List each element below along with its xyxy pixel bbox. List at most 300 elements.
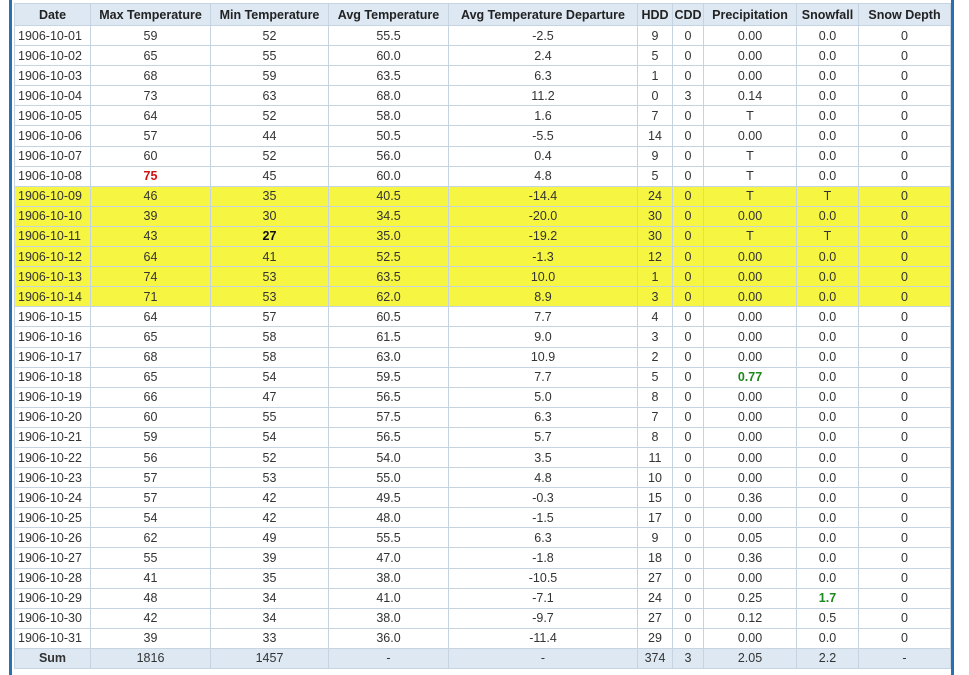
cell-max-temp: 68	[91, 347, 211, 367]
cell-date: 1906-10-31	[15, 628, 91, 648]
sum-cell-date: Sum	[15, 648, 91, 668]
cell-precipitation: T	[704, 186, 797, 206]
cell-precipitation: 0.77	[704, 367, 797, 387]
cell-min-temp: 30	[211, 206, 329, 226]
table-row	[15, 628, 951, 648]
cell-snow-depth: 0	[859, 66, 951, 86]
cell-snowfall: 0.0	[797, 126, 859, 146]
cell-min-temp: 54	[211, 427, 329, 447]
cell-max-temp: 68	[91, 66, 211, 86]
cell-precipitation: 0.00	[704, 46, 797, 66]
cell-avg-temp: 63.5	[329, 267, 449, 287]
cell-hdd: 5	[638, 367, 673, 387]
cell-date: 1906-10-30	[15, 608, 91, 628]
cell-min-temp: 45	[211, 166, 329, 186]
table-row	[15, 427, 951, 447]
cell-cdd: 0	[673, 407, 704, 427]
table-row	[15, 206, 951, 226]
sum-row	[15, 648, 951, 668]
cell-snowfall: 0.0	[797, 387, 859, 407]
cell-snowfall: 0.0	[797, 26, 859, 46]
cell-precipitation: 0.00	[704, 568, 797, 588]
cell-hdd: 17	[638, 508, 673, 528]
cell-snow-depth: 0	[859, 247, 951, 267]
col-header-min-temp[interactable]: Min Temperature	[211, 4, 329, 26]
cell-snowfall: 0.0	[797, 488, 859, 508]
sum-cell-snow-depth: -	[859, 648, 951, 668]
cell-hdd: 9	[638, 146, 673, 166]
cell-hdd: 9	[638, 26, 673, 46]
cell-precipitation: 0.12	[704, 608, 797, 628]
sum-cell-min-temp: 1457	[211, 648, 329, 668]
cell-date: 1906-10-23	[15, 468, 91, 488]
table-row	[15, 327, 951, 347]
cell-cdd: 0	[673, 226, 704, 246]
cell-snow-depth: 0	[859, 427, 951, 447]
cell-snow-depth: 0	[859, 126, 951, 146]
cell-avg-temp-departure: -1.3	[449, 247, 638, 267]
cell-avg-temp-departure: -1.5	[449, 508, 638, 528]
cell-cdd: 0	[673, 588, 704, 608]
cell-precipitation: 0.14	[704, 86, 797, 106]
cell-max-temp: 56	[91, 447, 211, 467]
cell-snow-depth: 0	[859, 488, 951, 508]
cell-min-temp: 52	[211, 146, 329, 166]
cell-snow-depth: 0	[859, 166, 951, 186]
col-header-hdd[interactable]: HDD	[638, 4, 673, 26]
cell-avg-temp-departure: 3.5	[449, 447, 638, 467]
cell-min-temp: 59	[211, 66, 329, 86]
sum-cell-hdd: 374	[638, 648, 673, 668]
cell-avg-temp: 50.5	[329, 126, 449, 146]
table-row	[15, 287, 951, 307]
cell-snow-depth: 0	[859, 568, 951, 588]
cell-max-temp: 64	[91, 106, 211, 126]
cell-snowfall: 0.0	[797, 166, 859, 186]
cell-snow-depth: 0	[859, 447, 951, 467]
cell-avg-temp: 38.0	[329, 568, 449, 588]
sum-cell-precipitation: 2.05	[704, 648, 797, 668]
cell-snow-depth: 0	[859, 508, 951, 528]
cell-date: 1906-10-01	[15, 26, 91, 46]
cell-precipitation: T	[704, 146, 797, 166]
cell-hdd: 27	[638, 568, 673, 588]
cell-avg-temp: 59.5	[329, 367, 449, 387]
cell-avg-temp: 49.5	[329, 488, 449, 508]
cell-date: 1906-10-24	[15, 488, 91, 508]
cell-precipitation: 0.00	[704, 307, 797, 327]
cell-snowfall: 0.0	[797, 427, 859, 447]
cell-snow-depth: 0	[859, 267, 951, 287]
sum-cell-max-temp: 1816	[91, 648, 211, 668]
table-row	[15, 186, 951, 206]
cell-date: 1906-10-16	[15, 327, 91, 347]
cell-cdd: 0	[673, 267, 704, 287]
col-header-snowfall[interactable]: Snowfall	[797, 4, 859, 26]
cell-snow-depth: 0	[859, 347, 951, 367]
cell-hdd: 18	[638, 548, 673, 568]
cell-snowfall: 0.0	[797, 367, 859, 387]
cell-precipitation: 0.00	[704, 508, 797, 528]
cell-avg-temp: 36.0	[329, 628, 449, 648]
cell-max-temp: 57	[91, 126, 211, 146]
table-row	[15, 146, 951, 166]
cell-min-temp: 35	[211, 568, 329, 588]
cell-snow-depth: 0	[859, 186, 951, 206]
cell-snow-depth: 0	[859, 588, 951, 608]
cell-date: 1906-10-20	[15, 407, 91, 427]
cell-hdd: 3	[638, 287, 673, 307]
cell-max-temp: 48	[91, 588, 211, 608]
cell-snowfall: 1.7	[797, 588, 859, 608]
cell-max-temp: 39	[91, 206, 211, 226]
cell-date: 1906-10-06	[15, 126, 91, 146]
cell-snow-depth: 0	[859, 226, 951, 246]
cell-date: 1906-10-29	[15, 588, 91, 608]
cell-avg-temp: 54.0	[329, 447, 449, 467]
cell-precipitation: 0.00	[704, 327, 797, 347]
table-row	[15, 608, 951, 628]
cell-date: 1906-10-04	[15, 86, 91, 106]
cell-avg-temp-departure: 5.7	[449, 427, 638, 447]
cell-min-temp: 58	[211, 347, 329, 367]
cell-avg-temp-departure: 1.6	[449, 106, 638, 126]
cell-min-temp: 58	[211, 327, 329, 347]
cell-min-temp: 57	[211, 307, 329, 327]
cell-avg-temp-departure: -5.5	[449, 126, 638, 146]
table-body	[15, 26, 951, 669]
table-row	[15, 528, 951, 548]
cell-date: 1906-10-19	[15, 387, 91, 407]
cell-min-temp: 54	[211, 367, 329, 387]
cell-date: 1906-10-22	[15, 447, 91, 467]
cell-max-temp: 43	[91, 226, 211, 246]
cell-hdd: 29	[638, 628, 673, 648]
cell-snowfall: T	[797, 186, 859, 206]
cell-precipitation: 0.36	[704, 548, 797, 568]
cell-hdd: 10	[638, 468, 673, 488]
cell-avg-temp: 56.0	[329, 146, 449, 166]
cell-max-temp: 73	[91, 86, 211, 106]
col-header-date[interactable]: Date	[15, 4, 91, 26]
cell-avg-temp: 63.5	[329, 66, 449, 86]
cell-hdd: 1	[638, 66, 673, 86]
cell-avg-temp: 60.0	[329, 46, 449, 66]
table-row	[15, 347, 951, 367]
cell-cdd: 0	[673, 247, 704, 267]
cell-max-temp: 65	[91, 367, 211, 387]
cell-avg-temp: 48.0	[329, 508, 449, 528]
cell-cdd: 0	[673, 608, 704, 628]
cell-avg-temp: 55.5	[329, 26, 449, 46]
cell-precipitation: 0.00	[704, 447, 797, 467]
cell-avg-temp-departure: -2.5	[449, 26, 638, 46]
cell-snowfall: 0.0	[797, 568, 859, 588]
cell-precipitation: 0.00	[704, 26, 797, 46]
cell-snowfall: 0.0	[797, 247, 859, 267]
cell-snowfall: 0.0	[797, 528, 859, 548]
cell-hdd: 24	[638, 186, 673, 206]
cell-min-temp: 63	[211, 86, 329, 106]
cell-snow-depth: 0	[859, 468, 951, 488]
table-row	[15, 407, 951, 427]
cell-min-temp: 42	[211, 488, 329, 508]
cell-cdd: 0	[673, 347, 704, 367]
cell-max-temp: 60	[91, 146, 211, 166]
cell-snow-depth: 0	[859, 367, 951, 387]
cell-avg-temp: 40.5	[329, 186, 449, 206]
cell-avg-temp-departure: -1.8	[449, 548, 638, 568]
cell-snowfall: 0.0	[797, 66, 859, 86]
cell-avg-temp-departure: -0.3	[449, 488, 638, 508]
cell-date: 1906-10-03	[15, 66, 91, 86]
cell-min-temp: 55	[211, 407, 329, 427]
cell-avg-temp: 52.5	[329, 247, 449, 267]
cell-avg-temp-departure: -10.5	[449, 568, 638, 588]
cell-cdd: 0	[673, 146, 704, 166]
cell-cdd: 0	[673, 307, 704, 327]
cell-snowfall: 0.5	[797, 608, 859, 628]
table-row	[15, 86, 951, 106]
cell-avg-temp: 35.0	[329, 226, 449, 246]
cell-precipitation: T	[704, 226, 797, 246]
header-row	[15, 4, 951, 26]
table-row	[15, 106, 951, 126]
cell-avg-temp-departure: 6.3	[449, 528, 638, 548]
cell-max-temp: 65	[91, 46, 211, 66]
cell-hdd: 15	[638, 488, 673, 508]
cell-snow-depth: 0	[859, 387, 951, 407]
cell-snow-depth: 0	[859, 146, 951, 166]
col-header-cdd[interactable]: CDD	[673, 4, 704, 26]
cell-cdd: 0	[673, 528, 704, 548]
table-row	[15, 166, 951, 186]
cell-max-temp: 57	[91, 488, 211, 508]
cell-cdd: 0	[673, 166, 704, 186]
cell-max-temp: 65	[91, 327, 211, 347]
cell-max-temp: 64	[91, 307, 211, 327]
cell-max-temp: 75	[91, 166, 211, 186]
cell-min-temp: 39	[211, 548, 329, 568]
cell-avg-temp: 58.0	[329, 106, 449, 126]
cell-date: 1906-10-21	[15, 427, 91, 447]
cell-cdd: 0	[673, 427, 704, 447]
cell-min-temp: 53	[211, 287, 329, 307]
cell-avg-temp-departure: 4.8	[449, 468, 638, 488]
table-row	[15, 26, 951, 46]
cell-avg-temp-departure: 2.4	[449, 46, 638, 66]
col-header-avg-temp[interactable]: Avg Temperature	[329, 4, 449, 26]
cell-cdd: 0	[673, 628, 704, 648]
cell-avg-temp: 56.5	[329, 427, 449, 447]
cell-snowfall: 0.0	[797, 468, 859, 488]
cell-avg-temp: 38.0	[329, 608, 449, 628]
table-row	[15, 508, 951, 528]
cell-precipitation: 0.00	[704, 247, 797, 267]
cell-snowfall: 0.0	[797, 548, 859, 568]
cell-cdd: 0	[673, 46, 704, 66]
col-header-avg-temp-departure[interactable]: Avg Temperature Departure	[449, 4, 638, 26]
cell-snow-depth: 0	[859, 608, 951, 628]
cell-hdd: 8	[638, 387, 673, 407]
cell-avg-temp: 55.0	[329, 468, 449, 488]
cell-snowfall: 0.0	[797, 327, 859, 347]
table-row	[15, 468, 951, 488]
cell-precipitation: 0.36	[704, 488, 797, 508]
cell-hdd: 30	[638, 206, 673, 226]
cell-avg-temp: 63.0	[329, 347, 449, 367]
cell-snow-depth: 0	[859, 287, 951, 307]
cell-max-temp: 66	[91, 387, 211, 407]
cell-snow-depth: 0	[859, 26, 951, 46]
cell-avg-temp: 60.0	[329, 166, 449, 186]
cell-date: 1906-10-05	[15, 106, 91, 126]
table-row	[15, 126, 951, 146]
cell-avg-temp: 41.0	[329, 588, 449, 608]
cell-cdd: 0	[673, 106, 704, 126]
table-row	[15, 307, 951, 327]
table-row	[15, 226, 951, 246]
cell-date: 1906-10-07	[15, 146, 91, 166]
cell-date: 1906-10-25	[15, 508, 91, 528]
cell-date: 1906-10-08	[15, 166, 91, 186]
cell-min-temp: 55	[211, 46, 329, 66]
col-header-snow-depth[interactable]: Snow Depth	[859, 4, 951, 26]
cell-date: 1906-10-11	[15, 226, 91, 246]
cell-date: 1906-10-28	[15, 568, 91, 588]
cell-avg-temp-departure: -14.4	[449, 186, 638, 206]
cell-min-temp: 44	[211, 126, 329, 146]
cell-max-temp: 62	[91, 528, 211, 548]
cell-snowfall: 0.0	[797, 508, 859, 528]
cell-hdd: 5	[638, 46, 673, 66]
table-row	[15, 568, 951, 588]
cell-snowfall: 0.0	[797, 106, 859, 126]
cell-snow-depth: 0	[859, 206, 951, 226]
cell-cdd: 0	[673, 206, 704, 226]
cell-hdd: 3	[638, 327, 673, 347]
cell-hdd: 4	[638, 307, 673, 327]
cell-date: 1906-10-17	[15, 347, 91, 367]
cell-avg-temp: 61.5	[329, 327, 449, 347]
cell-avg-temp-departure: 0.4	[449, 146, 638, 166]
cell-cdd: 0	[673, 287, 704, 307]
cell-hdd: 30	[638, 226, 673, 246]
cell-cdd: 0	[673, 26, 704, 46]
cell-avg-temp: 34.5	[329, 206, 449, 226]
cell-avg-temp-departure: -9.7	[449, 608, 638, 628]
sum-cell-cdd: 3	[673, 648, 704, 668]
cell-avg-temp-departure: 11.2	[449, 86, 638, 106]
cell-min-temp: 53	[211, 267, 329, 287]
cell-date: 1906-10-13	[15, 267, 91, 287]
cell-avg-temp-departure: 7.7	[449, 367, 638, 387]
cell-hdd: 12	[638, 247, 673, 267]
cell-hdd: 7	[638, 106, 673, 126]
cell-avg-temp: 47.0	[329, 548, 449, 568]
cell-avg-temp-departure: -7.1	[449, 588, 638, 608]
cell-avg-temp-departure: 8.9	[449, 287, 638, 307]
cell-avg-temp-departure: 4.8	[449, 166, 638, 186]
table-row	[15, 488, 951, 508]
cell-avg-temp: 62.0	[329, 287, 449, 307]
table-row	[15, 267, 951, 287]
cell-precipitation: 0.00	[704, 347, 797, 367]
cell-snowfall: 0.0	[797, 628, 859, 648]
cell-hdd: 5	[638, 166, 673, 186]
cell-avg-temp-departure: 9.0	[449, 327, 638, 347]
table-row	[15, 588, 951, 608]
cell-cdd: 0	[673, 468, 704, 488]
cell-date: 1906-10-14	[15, 287, 91, 307]
cell-hdd: 8	[638, 427, 673, 447]
cell-min-temp: 35	[211, 186, 329, 206]
cell-min-temp: 52	[211, 447, 329, 467]
cell-max-temp: 46	[91, 186, 211, 206]
cell-cdd: 0	[673, 568, 704, 588]
cell-avg-temp: 55.5	[329, 528, 449, 548]
cell-precipitation: 0.05	[704, 528, 797, 548]
cell-snowfall: 0.0	[797, 407, 859, 427]
cell-avg-temp: 68.0	[329, 86, 449, 106]
cell-snow-depth: 0	[859, 327, 951, 347]
cell-hdd: 14	[638, 126, 673, 146]
cell-precipitation: 0.00	[704, 407, 797, 427]
cell-min-temp: 27	[211, 226, 329, 246]
cell-hdd: 0	[638, 86, 673, 106]
table-frame	[9, 0, 954, 675]
cell-min-temp: 42	[211, 508, 329, 528]
cell-max-temp: 42	[91, 608, 211, 628]
table-row	[15, 367, 951, 387]
cell-snowfall: 0.0	[797, 307, 859, 327]
table-row	[15, 66, 951, 86]
cell-avg-temp-departure: -19.2	[449, 226, 638, 246]
table-row	[15, 387, 951, 407]
cell-snow-depth: 0	[859, 46, 951, 66]
cell-date: 1906-10-09	[15, 186, 91, 206]
sum-cell-avg-temp-departure: -	[449, 648, 638, 668]
cell-cdd: 0	[673, 508, 704, 528]
cell-hdd: 1	[638, 267, 673, 287]
cell-avg-temp: 57.5	[329, 407, 449, 427]
cell-cdd: 0	[673, 66, 704, 86]
col-header-max-temp[interactable]: Max Temperature	[91, 4, 211, 26]
cell-avg-temp: 60.5	[329, 307, 449, 327]
cell-snowfall: 0.0	[797, 46, 859, 66]
cell-min-temp: 34	[211, 608, 329, 628]
cell-avg-temp-departure: 10.9	[449, 347, 638, 367]
cell-max-temp: 54	[91, 508, 211, 528]
cell-date: 1906-10-10	[15, 206, 91, 226]
cell-avg-temp-departure: -20.0	[449, 206, 638, 226]
cell-max-temp: 74	[91, 267, 211, 287]
cell-precipitation: 0.00	[704, 206, 797, 226]
cell-precipitation: 0.25	[704, 588, 797, 608]
cell-snowfall: 0.0	[797, 447, 859, 467]
cell-hdd: 9	[638, 528, 673, 548]
cell-date: 1906-10-15	[15, 307, 91, 327]
cell-snowfall: 0.0	[797, 146, 859, 166]
cell-snow-depth: 0	[859, 106, 951, 126]
cell-snowfall: 0.0	[797, 287, 859, 307]
col-header-precipitation[interactable]: Precipitation	[704, 4, 797, 26]
cell-avg-temp-departure: 6.3	[449, 66, 638, 86]
cell-avg-temp-departure: 6.3	[449, 407, 638, 427]
cell-cdd: 0	[673, 186, 704, 206]
table-row	[15, 447, 951, 467]
cell-cdd: 0	[673, 548, 704, 568]
